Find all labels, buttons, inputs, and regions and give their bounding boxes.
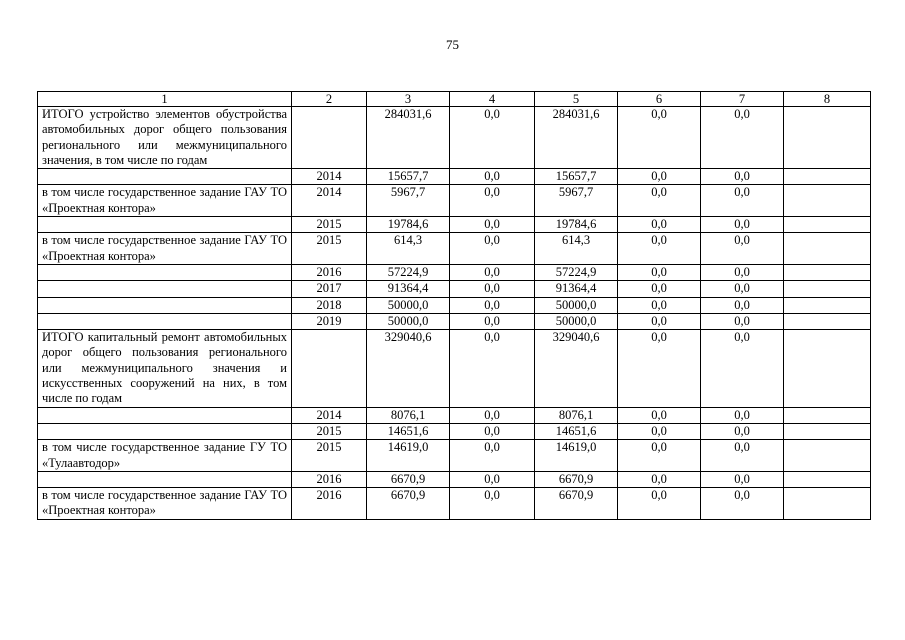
table-row [38,407,871,423]
table-row [38,471,871,487]
col6-value: 0,0 [618,233,701,265]
table-row [38,107,871,169]
col5-value: 14651,6 [535,423,618,439]
col6-value: 0,0 [618,471,701,487]
col4-value: 0,0 [450,488,535,520]
col7-value: 0,0 [701,297,784,313]
header-cell: 3 [367,92,450,107]
col4-value: 0,0 [450,471,535,487]
col5-value: 6670,9 [535,471,618,487]
col4-value: 0,0 [450,217,535,233]
table-row [38,264,871,280]
table-row [38,488,871,520]
col4-value: 0,0 [450,107,535,169]
header-cell: 8 [784,92,871,107]
table-row [38,217,871,233]
header-cell: 7 [701,92,784,107]
row-description: в том числе государственное задание ГАУ ТО «Проектная контора» [38,233,292,265]
row-description [38,471,292,487]
col8-value [784,217,871,233]
row-description: в том числе государственное задание ГАУ ТО «Проектная контора» [38,488,292,520]
col8-value [784,313,871,329]
table-row [38,423,871,439]
row-year: 2016 [292,264,367,280]
table-header-row [38,92,871,107]
col3-value: 5967,7 [367,185,450,217]
col5-value: 50000,0 [535,297,618,313]
header-cell: 6 [618,92,701,107]
col6-value: 0,0 [618,313,701,329]
row-description: ИТОГО устройство элементов обустройства автомобильных дорог общего пользования регионального или межмуниципального значения, в том числе по годам [38,107,292,169]
header-cell: 2 [292,92,367,107]
row-year: 2015 [292,423,367,439]
row-description: в том числе государственное задание ГУ ТО «Тулаавтодор» [38,440,292,472]
col7-value: 0,0 [701,107,784,169]
row-description [38,264,292,280]
col7-value: 0,0 [701,488,784,520]
col7-value: 0,0 [701,313,784,329]
col7-value: 0,0 [701,423,784,439]
col3-value: 614,3 [367,233,450,265]
col6-value: 0,0 [618,185,701,217]
row-year: 2015 [292,440,367,472]
col3-value: 6670,9 [367,488,450,520]
col6-value: 0,0 [618,440,701,472]
row-description [38,169,292,185]
col8-value [784,297,871,313]
col4-value: 0,0 [450,297,535,313]
col6-value: 0,0 [618,297,701,313]
table-row [38,233,871,265]
col5-value: 8076,1 [535,407,618,423]
col8-value [784,281,871,297]
col7-value: 0,0 [701,471,784,487]
col4-value: 0,0 [450,440,535,472]
col8-value [784,471,871,487]
row-year: 2014 [292,169,367,185]
col3-value: 15657,7 [367,169,450,185]
col5-value: 6670,9 [535,488,618,520]
col3-value: 57224,9 [367,264,450,280]
row-year: 2017 [292,281,367,297]
col3-value: 50000,0 [367,297,450,313]
col5-value: 19784,6 [535,217,618,233]
col3-value: 19784,6 [367,217,450,233]
col5-value: 329040,6 [535,330,618,407]
col4-value: 0,0 [450,169,535,185]
col8-value [784,264,871,280]
col4-value: 0,0 [450,281,535,297]
col3-value: 6670,9 [367,471,450,487]
col8-value [784,423,871,439]
col7-value: 0,0 [701,217,784,233]
col7-value: 0,0 [701,233,784,265]
col5-value: 50000,0 [535,313,618,329]
row-year [292,107,367,169]
col8-value [784,233,871,265]
col4-value: 0,0 [450,185,535,217]
col6-value: 0,0 [618,330,701,407]
col5-value: 91364,4 [535,281,618,297]
row-description [38,297,292,313]
col8-value [784,169,871,185]
col8-value [784,330,871,407]
col4-value: 0,0 [450,264,535,280]
col3-value: 14619,0 [367,440,450,472]
col5-value: 15657,7 [535,169,618,185]
col7-value: 0,0 [701,185,784,217]
row-year [292,330,367,407]
row-year: 2014 [292,185,367,217]
col8-value [784,440,871,472]
col7-value: 0,0 [701,440,784,472]
page-number: 75 [446,37,459,52]
header-cell: 4 [450,92,535,107]
table-row [38,297,871,313]
row-year: 2019 [292,313,367,329]
col6-value: 0,0 [618,217,701,233]
col7-value: 0,0 [701,281,784,297]
col5-value: 614,3 [535,233,618,265]
col3-value: 14651,6 [367,423,450,439]
row-description [38,281,292,297]
table-row [38,330,871,407]
col6-value: 0,0 [618,423,701,439]
col7-value: 0,0 [701,407,784,423]
col7-value: 0,0 [701,169,784,185]
col3-value: 50000,0 [367,313,450,329]
col4-value: 0,0 [450,423,535,439]
col6-value: 0,0 [618,281,701,297]
col8-value [784,407,871,423]
header-cell: 5 [535,92,618,107]
header-cell: 1 [38,92,292,107]
col4-value: 0,0 [450,330,535,407]
col6-value: 0,0 [618,264,701,280]
col7-value: 0,0 [701,330,784,407]
row-year: 2016 [292,488,367,520]
row-description [38,313,292,329]
col8-value [784,185,871,217]
row-year: 2015 [292,233,367,265]
row-year: 2018 [292,297,367,313]
col8-value [784,488,871,520]
table-row [38,313,871,329]
row-description: в том числе государственное задание ГАУ ТО «Проектная контора» [38,185,292,217]
table-row [38,185,871,217]
row-description [38,407,292,423]
table-row [38,440,871,472]
col4-value: 0,0 [450,407,535,423]
row-description [38,423,292,439]
col5-value: 284031,6 [535,107,618,169]
col5-value: 57224,9 [535,264,618,280]
col3-value: 329040,6 [367,330,450,407]
col5-value: 5967,7 [535,185,618,217]
col7-value: 0,0 [701,264,784,280]
budget-table [37,91,871,520]
col5-value: 14619,0 [535,440,618,472]
col6-value: 0,0 [618,488,701,520]
col4-value: 0,0 [450,233,535,265]
col4-value: 0,0 [450,313,535,329]
col8-value [784,107,871,169]
col6-value: 0,0 [618,107,701,169]
row-year: 2014 [292,407,367,423]
col3-value: 284031,6 [367,107,450,169]
col3-value: 91364,4 [367,281,450,297]
col6-value: 0,0 [618,407,701,423]
table-row [38,169,871,185]
row-description [38,217,292,233]
row-description: ИТОГО капитальный ремонт автомобильных дорог общего пользования регионального или межмуниципального значения и искусственных сооружений на них, в том числе по годам [38,330,292,407]
col3-value: 8076,1 [367,407,450,423]
row-year: 2016 [292,471,367,487]
row-year: 2015 [292,217,367,233]
table-row [38,281,871,297]
col6-value: 0,0 [618,169,701,185]
